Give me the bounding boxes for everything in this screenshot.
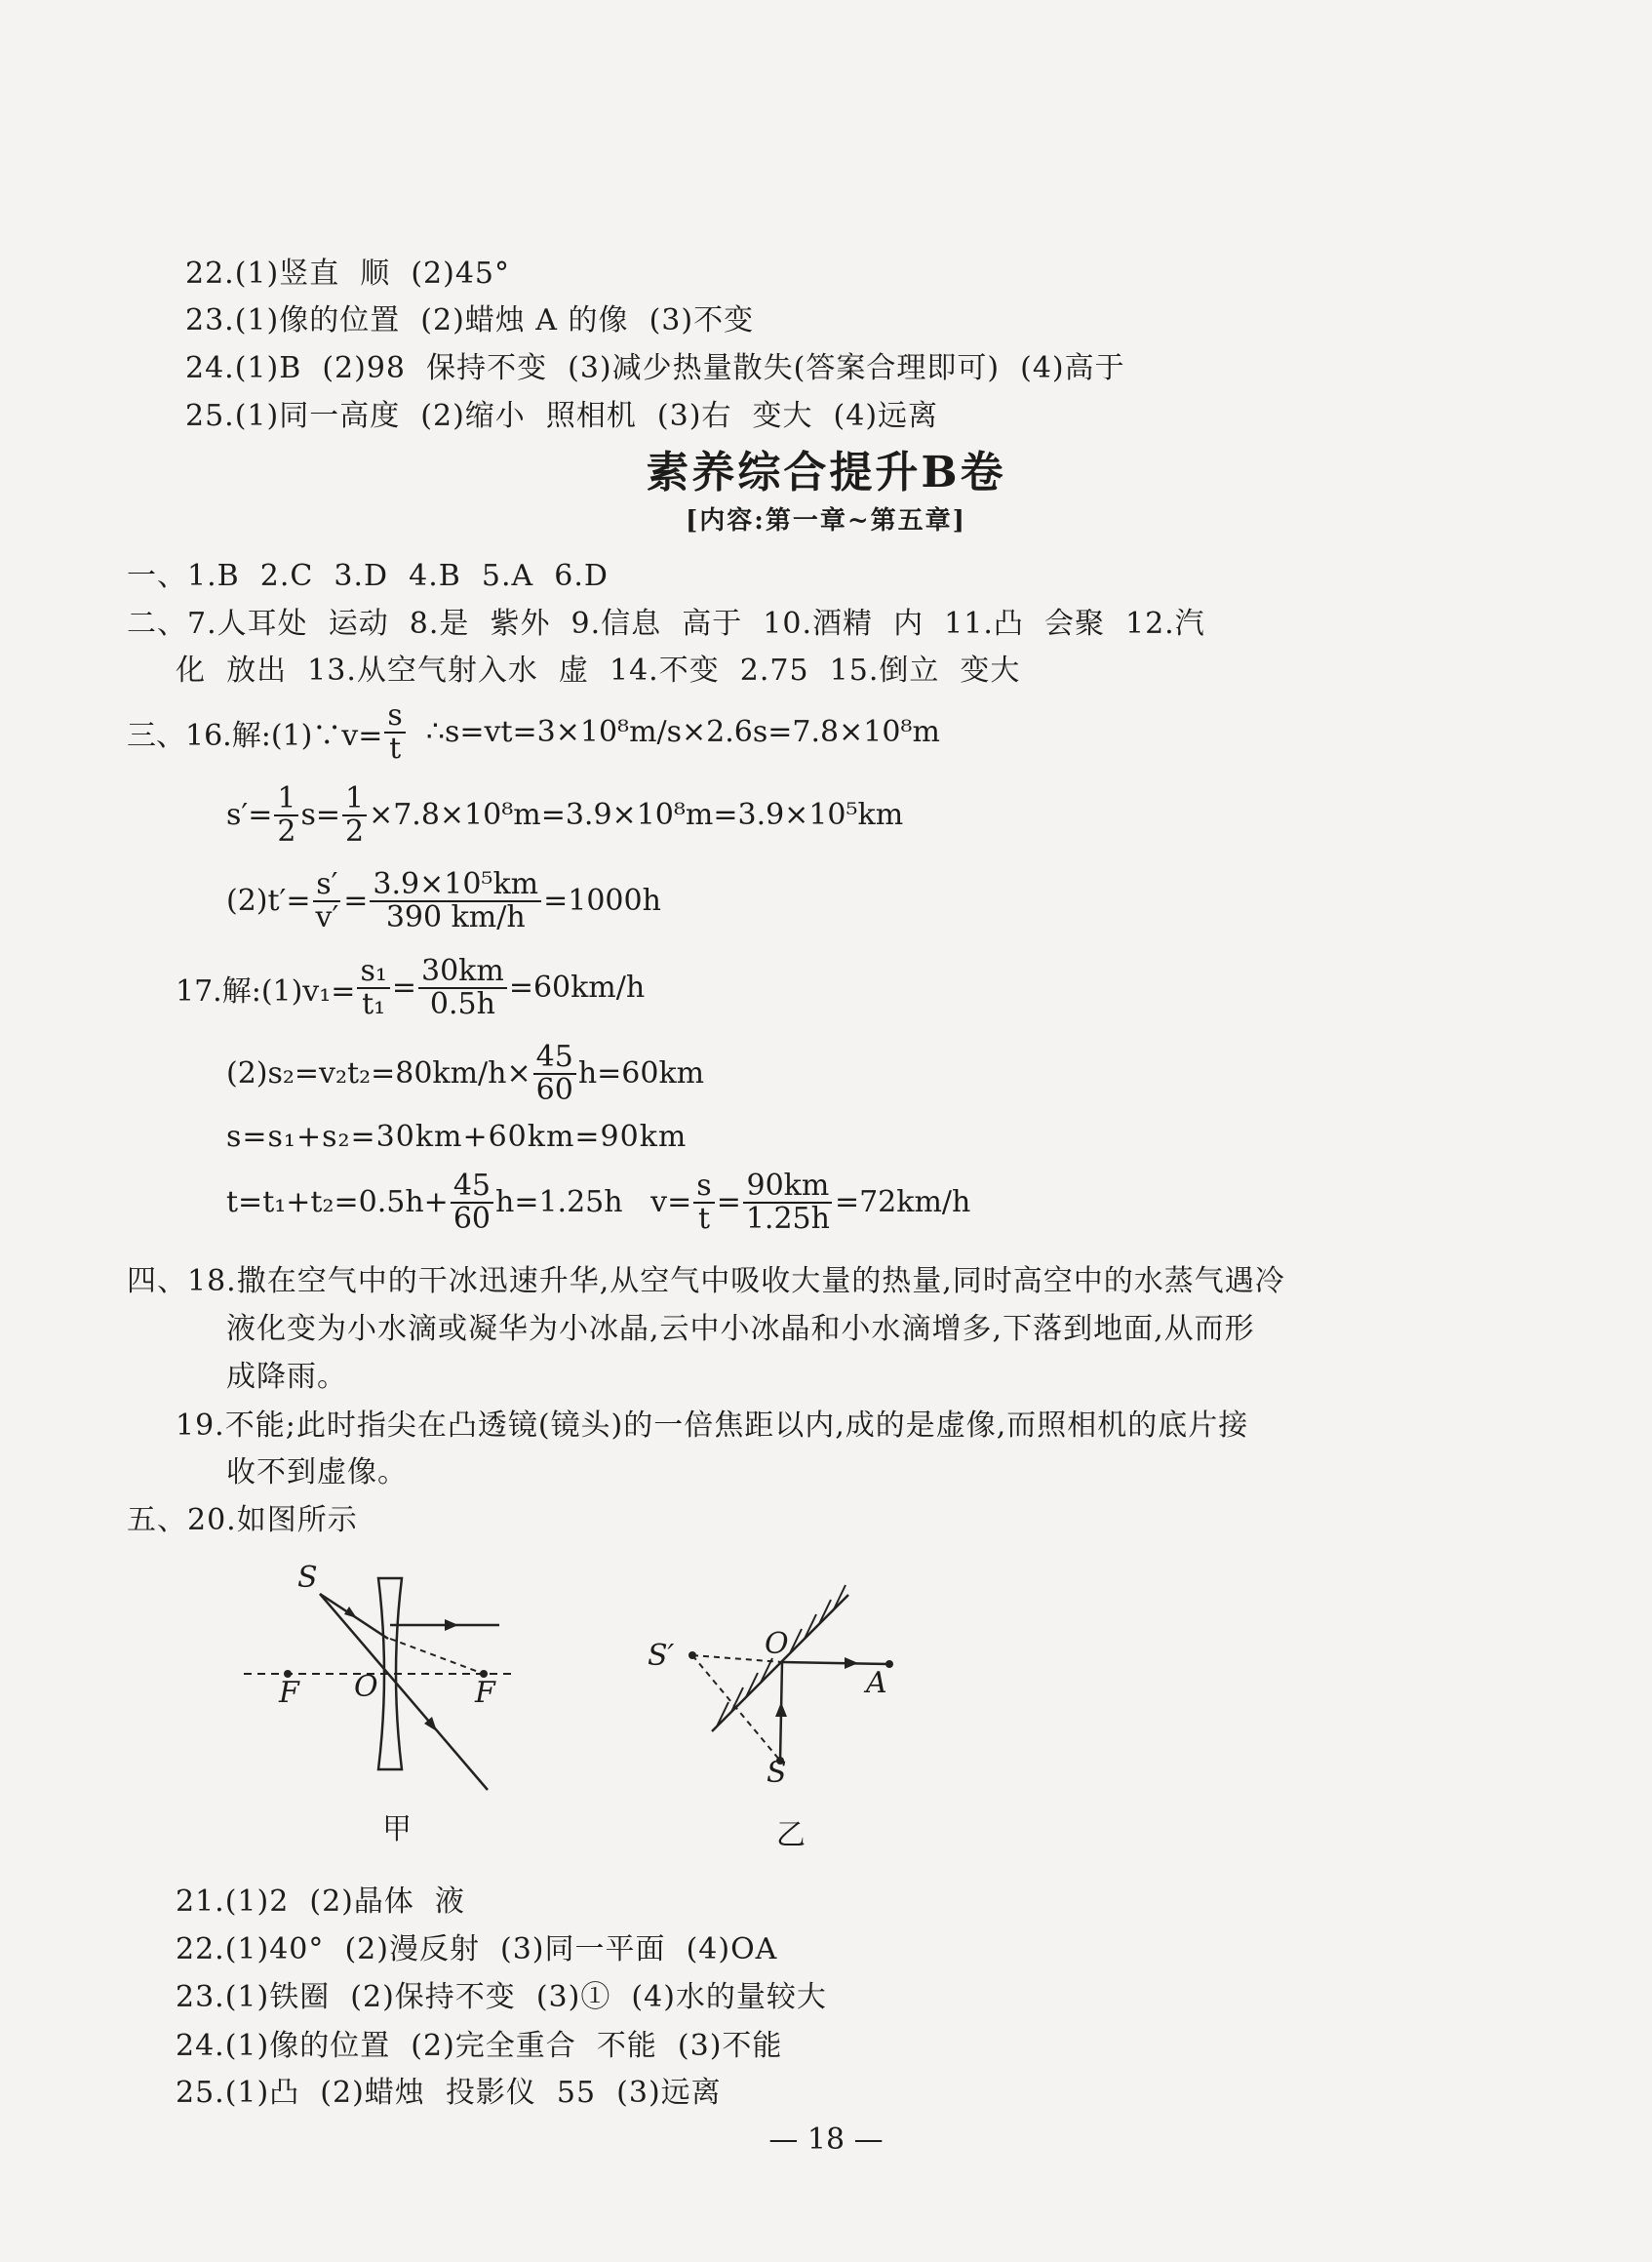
- fraction-den: v′: [315, 899, 339, 934]
- q17-l1-a: 17.解:(1)v₁=: [176, 973, 356, 1009]
- answer-21: 21.(1)2 (2)晶体 液: [176, 1885, 465, 1919]
- q16-l2-b: s=: [300, 798, 340, 832]
- arrow-head: [344, 1607, 357, 1618]
- answer-25-top: 25.(1)同一高度 (2)缩小 照相机 (3)右 变大 (4)远离: [185, 399, 939, 433]
- q17-line2: [226, 1042, 704, 1105]
- fraction-num: 3.9×10⁵km: [370, 869, 541, 902]
- part4-line3: 成降雨。: [226, 1360, 347, 1394]
- q17-l2-a: (2)s₂=v₂t₂=80km/h×: [226, 1056, 531, 1091]
- q19-line1: 19.不能;此时指尖在凸透镜(镜头)的一倍焦距以内,成的是虚像,而照相机的底片接: [176, 1409, 1249, 1443]
- section-title: 素养综合提升B卷: [646, 448, 1006, 497]
- arrow-head: [445, 1619, 458, 1631]
- fraction: [274, 783, 298, 847]
- answer-23-top: 23.(1)像的位置 (2)蜡烛 A 的像 (3)不变: [185, 303, 755, 337]
- label-o: O: [765, 1627, 789, 1661]
- q16-l2-c: ×7.8×10⁸m=3.9×10⁸m=3.9×10⁵km: [369, 798, 904, 832]
- q16-l1-rest: ∴s=vt=3×10⁸m/s×2.6s=7.8×10⁸m: [407, 715, 940, 749]
- label-f-left: F: [279, 1676, 299, 1710]
- q17-l4-a: t=t₁+t₂=0.5h+: [226, 1185, 449, 1219]
- part5-heading: 五、20.如图所示: [127, 1503, 358, 1537]
- q17-line3: s=s₁+s₂=30km+60km=90km: [226, 1120, 688, 1154]
- part4-line2: 液化变为小水滴或凝华为小冰晶,云中小冰晶和小水滴增多,下落到地面,从而形: [226, 1312, 1255, 1346]
- fraction: [418, 956, 507, 1019]
- fraction-num: 1: [274, 783, 298, 816]
- fraction-num: s′: [313, 869, 340, 902]
- q17-line4: [226, 1171, 970, 1234]
- fraction: [693, 1171, 714, 1234]
- fraction-den: 390 km/h: [385, 899, 526, 934]
- page-number: — 18 —: [768, 2123, 884, 2157]
- label-o: O: [354, 1670, 378, 1704]
- answer-23: 23.(1)铁圈 (2)保持不变 (3)① (4)水的量较大: [176, 1980, 827, 2014]
- fraction: [342, 783, 367, 847]
- arrow-head: [775, 1702, 787, 1717]
- fraction-num: 1: [342, 783, 367, 816]
- q17-l1-b: =: [391, 971, 416, 1005]
- q19-line2: 收不到虚像。: [226, 1455, 408, 1489]
- reflected-ray: [782, 1662, 889, 1664]
- fraction-num: 30km: [418, 956, 507, 989]
- label-a: A: [866, 1666, 887, 1700]
- q16-line1: [127, 700, 940, 764]
- fraction: [313, 869, 342, 933]
- fraction-den: 2: [344, 814, 365, 849]
- part4-line1: 四、18.撒在空气中的干冰迅速升华,从空气中吸收大量的热量,同时高空中的水蒸气遇冷: [127, 1264, 1285, 1298]
- figure-caption-jia: 甲: [382, 1812, 412, 1846]
- fraction: [370, 869, 541, 933]
- q16-line2: [226, 783, 903, 847]
- answer-25: 25.(1)凸 (2)蜡烛 投影仪 55 (3)远离: [176, 2076, 722, 2110]
- fraction-den: 2: [277, 814, 296, 849]
- arrow-head: [845, 1657, 858, 1669]
- section-subtitle: [内容:第一章~第五章]: [686, 506, 966, 536]
- fraction-den: t: [697, 1201, 711, 1236]
- fraction-num: 45: [451, 1171, 493, 1204]
- q16-l3-b: =: [343, 884, 369, 918]
- q16-l3-a: (2)t′=: [226, 884, 311, 918]
- q16-line3: [226, 869, 661, 933]
- answer-24: 24.(1)像的位置 (2)完全重合 不能 (3)不能: [176, 2029, 783, 2063]
- answer-24-top: 24.(1)B (2)98 保持不变 (3)减少热量散失(答案合理即可) (4)高于: [185, 351, 1125, 385]
- q17-l4-c: =: [716, 1185, 741, 1219]
- label-s-prime: S′: [648, 1639, 675, 1673]
- fraction-num: s: [693, 1171, 714, 1204]
- part2-answers-line2: 化 放出 13.从空气射入水 虚 14.不变 2.75 15.倒立 变大: [176, 654, 1021, 688]
- fraction: [451, 1171, 493, 1234]
- q17-l1-c: =60km/h: [508, 971, 646, 1005]
- q17-l2-b: h=60km: [577, 1056, 705, 1091]
- figure-caption-yi: 乙: [776, 1818, 806, 1852]
- fraction: [533, 1042, 576, 1105]
- fraction-num: s: [384, 700, 405, 734]
- answer-22-top: 22.(1)竖直 顺 (2)45°: [185, 257, 511, 291]
- fraction: [743, 1171, 833, 1234]
- q17-line1: [176, 956, 645, 1019]
- label-s: S: [297, 1561, 318, 1595]
- fraction-den: 60: [452, 1201, 491, 1236]
- fraction-den: 60: [535, 1072, 573, 1107]
- q16-l1-prefix: 三、16.解:(1)∵v=: [127, 718, 383, 753]
- fraction: [357, 956, 389, 1019]
- image-point: [688, 1651, 696, 1659]
- part1-answers: 一、1.B 2.C 3.D 4.B 5.A 6.D: [127, 559, 609, 593]
- fraction-den: t: [389, 731, 402, 766]
- fraction: [384, 700, 405, 764]
- answer-22: 22.(1)40° (2)漫反射 (3)同一平面 (4)OA: [176, 1932, 778, 1966]
- ray-through-center: [320, 1594, 488, 1790]
- q17-l4-d: =72km/h: [834, 1185, 971, 1219]
- part2-answers-line1: 二、7.人耳处 运动 8.是 紫外 9.信息 高于 10.酒精 内 11.凸 会聚 12.汽: [127, 607, 1205, 641]
- q17-l4-b: h=1.25h v=: [495, 1185, 692, 1219]
- fraction-den: 1.25h: [745, 1201, 830, 1236]
- extension-line: [390, 1639, 484, 1674]
- q16-l2-a: s′=: [226, 798, 273, 832]
- label-s: S: [767, 1756, 787, 1790]
- q16-l3-c: =1000h: [543, 884, 661, 918]
- fraction-num: 90km: [743, 1171, 832, 1204]
- fraction-den: 0.5h: [429, 986, 495, 1021]
- fraction-num: 45: [533, 1042, 576, 1075]
- fraction-den: t₁: [362, 986, 386, 1021]
- label-f-right: F: [475, 1676, 495, 1710]
- fraction-num: s₁: [357, 956, 389, 989]
